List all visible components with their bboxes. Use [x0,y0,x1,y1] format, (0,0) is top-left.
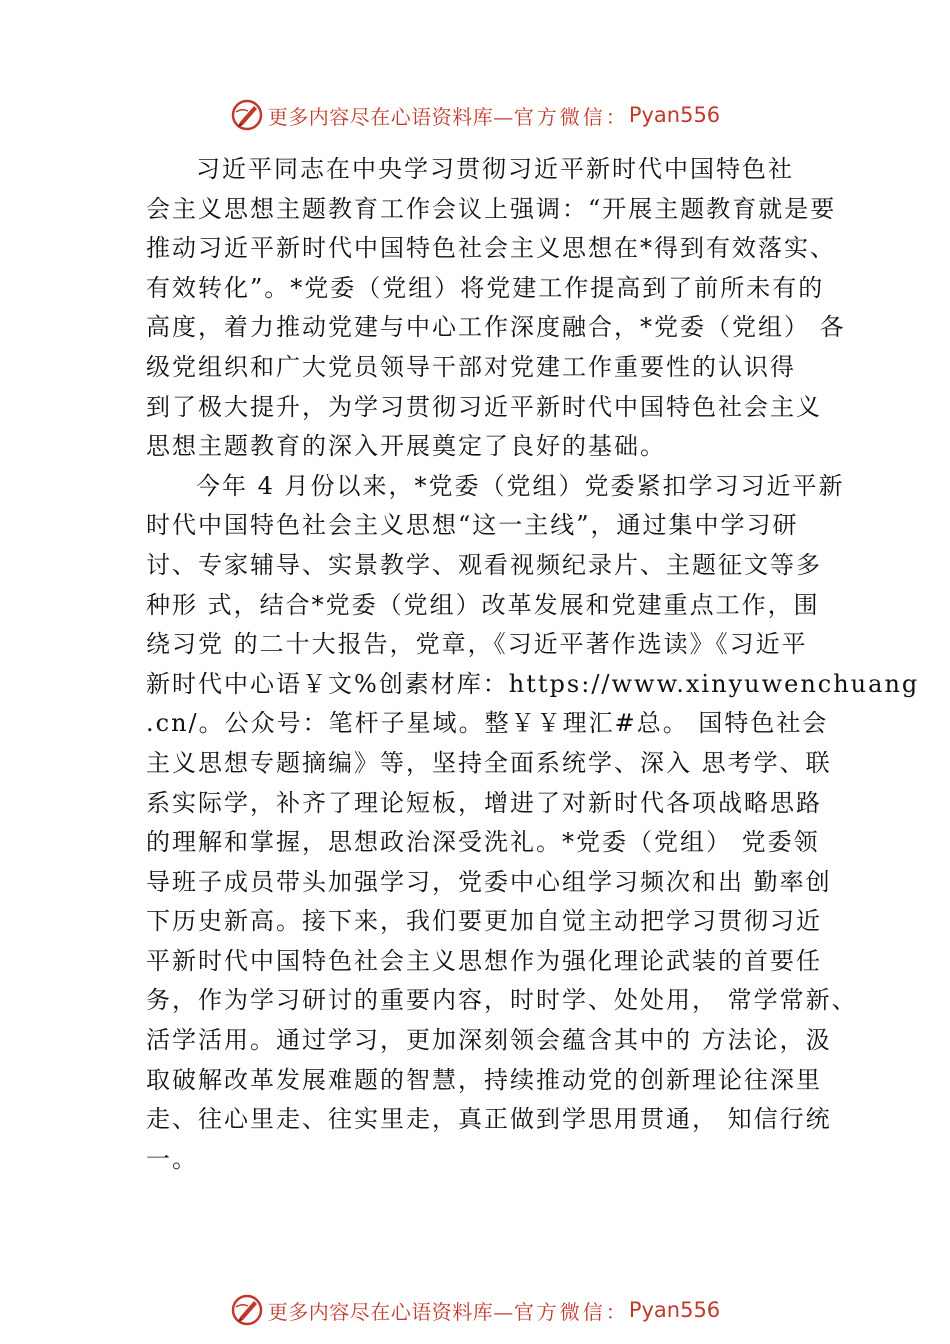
pen-logo-icon [230,98,264,132]
document-body [146,150,920,1179]
footer-banner [0,1290,950,1330]
pen-logo-icon [230,1293,264,1327]
paragraph-line: 会主义思想主题教育工作会议上强调：“开展主题教育就是要 [146,194,837,223]
paragraph-line: 系实际学，补齐了理论短板，增进了对新时代各项战略思路 [146,788,822,817]
header-banner [0,95,950,135]
paragraph-line: .cn/。公众号：笔杆子星域。整￥￥理汇#总。 国特色社会 [146,709,829,738]
paragraph-line: 到了极大提升，为学习贯彻习近平新时代中国特色社会主义 [146,392,822,421]
paragraph-line: 务，作为学习研讨的重要内容，时时学、处处用， 常学常新、 [146,986,858,1015]
paragraph-line: 主义思想专题摘编》等，坚持全面系统学、深入 思考学、联 [146,748,832,777]
paragraph-line: 级党组织和广大党员领导干部对党建工作重要性的认识得 [146,352,796,381]
paragraph-line: 的理解和掌握，思想政治深受洗礼。*党委（党组） 党委领 [146,828,820,857]
paragraph-line: 取破解改革发展难题的智慧，持续推动党的创新理论往深里 [146,1065,822,1094]
paragraph-line: 下历史新高。接下来，我们要更加自觉主动把学习贯彻习近 [146,907,822,936]
paragraph-line: 习近平同志在中央学习贯彻习近平新时代中国特色社 [196,155,794,183]
paragraph-line: 一。 [146,1144,198,1173]
paragraph-line: 今年 4 月份以来，*党委（党组）党委紧扣学习习近平新 [196,471,845,500]
paragraph-line: 新时代中心语￥文%创素材库：https://www.xinyuwenchuang [146,669,920,698]
paragraph-line: 绕习党 的二十大报告，党章，《习近平著作选读》《习近平 [146,630,808,659]
paragraph-line: 导班子成员带头加强学习，党委中心组学习频次和出 勤率创 [146,867,832,896]
paragraph-line: 走、往心里走、往实里走，真正做到学思用贯通， 知信行统 [146,1105,832,1134]
paragraph-line: 活学活用。通过学习，更加深刻领会蕴含其中的 方法论，汲 [146,1026,832,1055]
banner-wechat-id: Pyan556 [628,1298,721,1322]
banner-wechat-id: Pyan556 [628,103,721,127]
paragraph-line: 思想主题教育的深入开展奠定了良好的基础。 [146,432,666,461]
paragraph-line: 平新时代中国特色社会主义思想作为强化理论武装的首要任 [146,946,822,975]
banner-wechat-label: 官方微信： [513,1299,629,1324]
paragraph-line: 推动习近平新时代中国特色社会主义思想在*得到有效落实、 [146,234,836,263]
banner-wechat-label: 官方微信： [513,104,629,129]
paragraph-line: 有效转化”。*党委（党组）将党建工作提高到了前所未有的 [146,273,825,302]
paragraph-line: 讨、专家辅导、实景教学、观看视频纪录片、主题征文等多 [146,550,822,579]
paragraph-line: 时代中国特色社会主义思想“这一主线”，通过集中学习研 [146,511,799,540]
paragraph-line: 高度，着力推动党建与中心工作深度融合，*党委（党组） 各 [146,313,846,342]
banner-title: 更多内容尽在心语资料库— [267,1299,514,1324]
paragraph-line: 种形 式，结合*党委（党组）改革发展和党建重点工作，围 [146,590,820,619]
banner-title: 更多内容尽在心语资料库— [267,104,514,129]
